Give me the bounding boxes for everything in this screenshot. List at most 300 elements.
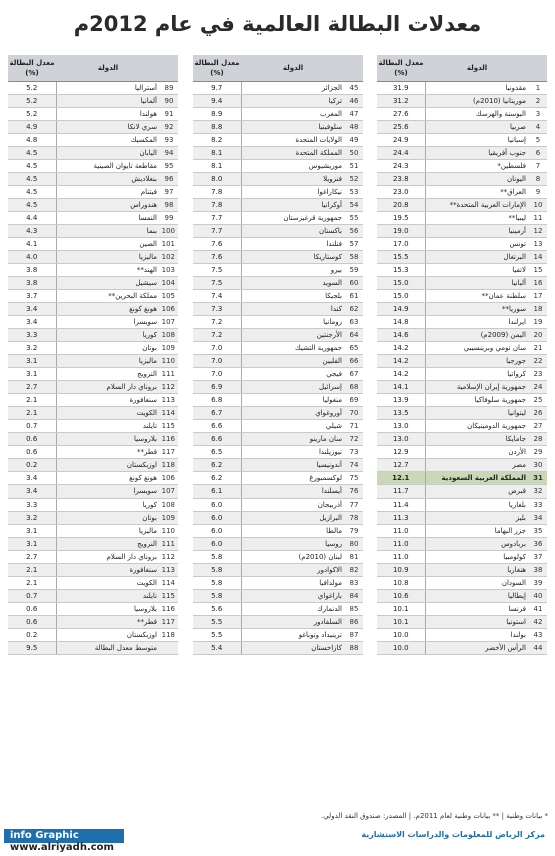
country-cell: السلفادور <box>241 615 345 628</box>
country-cell: كندا <box>241 303 345 316</box>
country-cell: سنغافورة <box>56 394 160 407</box>
rank-cell: 87 <box>345 628 363 641</box>
country-cell: موريتانيا (2010م) <box>425 94 529 107</box>
country-cell: أوكرانيا <box>241 198 345 211</box>
rank-cell: 98 <box>160 198 178 211</box>
rate-cell: 8.2 <box>193 133 241 146</box>
rank-cell: 6 <box>529 146 547 159</box>
rate-cell: 5.2 <box>8 81 56 94</box>
rate-cell: 11.3 <box>377 511 425 524</box>
country-cell: ماليزيا <box>56 524 160 537</box>
country-cell: الكويت <box>56 407 160 420</box>
table-row <box>377 316 547 329</box>
rate-cell: 19.5 <box>377 211 425 224</box>
country-cell: سلوفينيا <box>241 120 345 133</box>
rank-cell: 105 <box>160 290 178 303</box>
table-row <box>377 472 547 485</box>
country-cell: كوريا <box>56 329 160 342</box>
country-cell: هونغ كونغ <box>56 472 160 485</box>
rank-cell: 50 <box>345 146 363 159</box>
rank-cell: 15 <box>529 263 547 276</box>
rank-cell: 93 <box>160 133 178 146</box>
table-row <box>8 485 178 498</box>
country-cell: كوستاريكا <box>241 250 345 263</box>
rate-cell: 3.1 <box>8 524 56 537</box>
country-cell: سلطنة عمان** <box>425 290 529 303</box>
country-cell: أوروغواي <box>241 407 345 420</box>
rate-cell: 7.6 <box>193 250 241 263</box>
table-row <box>377 641 547 654</box>
table-row <box>8 368 178 381</box>
rank-cell: 111 <box>160 368 178 381</box>
table-row <box>8 107 178 120</box>
rate-cell: 3.4 <box>8 303 56 316</box>
rank-cell: 115 <box>160 420 178 433</box>
country-cell: النرويج <box>56 368 160 381</box>
country-cell: الفلبين <box>241 355 345 368</box>
table-row <box>8 459 178 472</box>
rank-cell: 81 <box>345 550 363 563</box>
country-cell: جامايكا <box>425 433 529 446</box>
rank-cell: 109 <box>160 511 178 524</box>
country-cell: ماليزيا <box>56 250 160 263</box>
rank-cell: 118 <box>160 628 178 641</box>
country-cell: الإمارات العربية المتحدة** <box>425 198 529 211</box>
rank-cell: 40 <box>529 589 547 602</box>
country-cell: اليونان <box>425 172 529 185</box>
table-row <box>193 81 363 94</box>
country-cell: إيطاليا <box>425 589 529 602</box>
country-cell: فنزويلا <box>241 172 345 185</box>
rank-cell: 34 <box>529 511 547 524</box>
rank-cell: 27 <box>529 420 547 433</box>
country-cell: ليتوانيا <box>425 407 529 420</box>
rate-cell: 8.0 <box>193 172 241 185</box>
country-cell: قطر** <box>56 446 160 459</box>
country-cell: تركيا <box>241 94 345 107</box>
rank-cell: 8 <box>529 172 547 185</box>
rank-cell: 48 <box>345 120 363 133</box>
rate-cell: 11.0 <box>377 550 425 563</box>
table-row <box>193 290 363 303</box>
table-row <box>193 615 363 628</box>
rank-cell: 94 <box>160 146 178 159</box>
rank-cell: 65 <box>345 342 363 355</box>
rate-cell: 12.1 <box>377 472 425 485</box>
rate-cell: 7.0 <box>193 342 241 355</box>
table-row <box>8 446 178 459</box>
rate-cell: 6.2 <box>193 459 241 472</box>
table-row <box>8 394 178 407</box>
rate-cell: 31.9 <box>377 81 425 94</box>
rank-cell: 10 <box>529 198 547 211</box>
page-title: معدلات البطالة العالمية في عام 2012م <box>73 12 482 36</box>
country-cell: فيجي <box>241 368 345 381</box>
table-row <box>193 146 363 159</box>
table-row <box>377 211 547 224</box>
rate-cell: 0.6 <box>8 433 56 446</box>
table-row <box>193 94 363 107</box>
footer-notes: * بيانات وطنية | ** بيانات وطنية لعام 2011م. | المصدر: صندوق النقد الدولي. <box>321 812 548 820</box>
rate-cell: 10.9 <box>377 563 425 576</box>
rate-cell: 3.7 <box>8 290 56 303</box>
rank-cell: 88 <box>345 641 363 654</box>
rank-cell: 106 <box>160 472 178 485</box>
rate-cell: 5.4 <box>193 641 241 654</box>
rate-cell: 10.6 <box>377 589 425 602</box>
country-cell: سيشيل <box>56 276 160 289</box>
rank-cell: 82 <box>345 563 363 576</box>
table-row <box>377 498 547 511</box>
rate-cell: 10.0 <box>377 641 425 654</box>
rank-cell: 80 <box>345 537 363 550</box>
rate-cell: 14.2 <box>377 355 425 368</box>
rate-cell: 14.6 <box>377 329 425 342</box>
table-row <box>8 185 178 198</box>
rate-cell: 7.0 <box>193 368 241 381</box>
country-cell: بوتان <box>56 342 160 355</box>
rank-cell: 59 <box>345 263 363 276</box>
table-row <box>193 576 363 589</box>
table-row <box>377 524 547 537</box>
rank-cell: 116 <box>160 433 178 446</box>
country-cell: النرويج <box>56 537 160 550</box>
rate-cell: 6.0 <box>193 511 241 524</box>
rate-cell: 6.5 <box>193 446 241 459</box>
rank-cell: 60 <box>345 276 363 289</box>
country-cell: كوريا <box>56 498 160 511</box>
table-row <box>193 446 363 459</box>
rate-cell: 3.8 <box>8 276 56 289</box>
table-row <box>193 485 363 498</box>
country-cell: البرازيل <box>241 511 345 524</box>
table-row <box>377 628 547 641</box>
rate-cell: 0.6 <box>8 615 56 628</box>
table-row <box>8 420 178 433</box>
rank-cell: 109 <box>160 342 178 355</box>
country-cell: جنوب أفريقيا <box>425 146 529 159</box>
country-cell: أستراليا <box>56 81 160 94</box>
rate-cell: 4.0 <box>8 250 56 263</box>
rate-cell: 10.1 <box>377 602 425 615</box>
table-row <box>193 602 363 615</box>
country-cell: المغرب <box>241 107 345 120</box>
table-row <box>8 563 178 576</box>
country-cell: سنغافورة <box>56 563 160 576</box>
rate-cell: 14.2 <box>377 342 425 355</box>
table-row <box>8 589 178 602</box>
rate-cell: 7.0 <box>193 355 241 368</box>
rank-cell: 18 <box>529 303 547 316</box>
rate-cell: 4.8 <box>8 133 56 146</box>
rate-cell: 9.4 <box>193 94 241 107</box>
rate-cell: 7.4 <box>193 290 241 303</box>
rate-cell: 11.0 <box>377 537 425 550</box>
header-rank <box>345 55 363 81</box>
rate-cell: 3.3 <box>8 498 56 511</box>
country-cell: اليمن (2009م) <box>425 329 529 342</box>
table-row <box>193 628 363 641</box>
table-row <box>193 342 363 355</box>
rank-cell: 115 <box>160 589 178 602</box>
country-cell: تايلند <box>56 589 160 602</box>
country-cell: بوتان <box>56 511 160 524</box>
rate-cell: 4.4 <box>8 211 56 224</box>
country-cell: هنغاريا <box>425 563 529 576</box>
rate-cell: 9.5 <box>8 641 56 654</box>
rate-cell: 13.9 <box>377 394 425 407</box>
rank-cell: 117 <box>160 615 178 628</box>
rank-cell: 76 <box>345 485 363 498</box>
rate-cell: 10.8 <box>377 576 425 589</box>
rank-cell: 49 <box>345 133 363 146</box>
table-row <box>377 589 547 602</box>
rate-cell: 15.3 <box>377 263 425 276</box>
rank-cell: 118 <box>160 459 178 472</box>
table-row <box>377 342 547 355</box>
rank-cell: 51 <box>345 159 363 172</box>
rank-cell: 29 <box>529 446 547 459</box>
table-row <box>377 381 547 394</box>
rank-cell: 99 <box>160 211 178 224</box>
rank-cell: 112 <box>160 381 178 394</box>
table-column-1 <box>377 55 547 807</box>
country-cell: بيرو <box>241 263 345 276</box>
table-row <box>193 276 363 289</box>
rank-cell: 44 <box>529 641 547 654</box>
country-cell: ايرلندا <box>425 316 529 329</box>
rate-cell: 4.3 <box>8 224 56 237</box>
rank-cell: 78 <box>345 511 363 524</box>
table-row <box>193 172 363 185</box>
rank-cell: 55 <box>345 211 363 224</box>
rate-cell: 7.6 <box>193 237 241 250</box>
rate-cell: 0.2 <box>8 628 56 641</box>
table-row <box>8 290 178 303</box>
rank-cell: 68 <box>345 381 363 394</box>
country-cell: إسرائيل <box>241 381 345 394</box>
table-row <box>193 224 363 237</box>
rate-cell: 5.6 <box>193 602 241 615</box>
rate-cell: 11.7 <box>377 485 425 498</box>
country-cell: الجزائر <box>241 81 345 94</box>
rank-cell: 107 <box>160 485 178 498</box>
rank-cell: 117 <box>160 446 178 459</box>
table-row <box>8 342 178 355</box>
rate-cell: 3.8 <box>8 263 56 276</box>
table-row <box>377 276 547 289</box>
rank-cell: 91 <box>160 107 178 120</box>
footer-bar <box>0 829 555 843</box>
rank-cell: 25 <box>529 394 547 407</box>
country-cell: فيتنام <box>56 185 160 198</box>
table-row <box>377 615 547 628</box>
rate-cell: 27.6 <box>377 107 425 120</box>
unemployment-table-2 <box>193 55 363 655</box>
table-row <box>193 498 363 511</box>
unemployment-table-1 <box>377 55 547 655</box>
rate-cell: 13.0 <box>377 433 425 446</box>
rank-cell: 14 <box>529 250 547 263</box>
rate-cell: 4.1 <box>8 237 56 250</box>
table-row <box>8 172 178 185</box>
rate-cell: 7.2 <box>193 329 241 342</box>
table-row <box>193 329 363 342</box>
table-row <box>193 407 363 420</box>
rate-cell: 0.6 <box>8 446 56 459</box>
table-row <box>8 146 178 159</box>
rate-cell: 0.7 <box>8 589 56 602</box>
table-column-3 <box>8 55 178 807</box>
country-cell: تايلند <box>56 420 160 433</box>
rate-cell: 7.7 <box>193 224 241 237</box>
rate-cell: 3.2 <box>8 511 56 524</box>
table-row <box>377 563 547 576</box>
country-cell: ألبانيا <box>425 276 529 289</box>
rate-cell: 6.0 <box>193 537 241 550</box>
table-row <box>193 316 363 329</box>
rank-cell: 72 <box>345 433 363 446</box>
rank-cell: 19 <box>529 316 547 329</box>
header-rate: معدل البطالة (%) <box>8 55 56 81</box>
rate-cell: 2.1 <box>8 576 56 589</box>
country-cell: بولندا <box>425 628 529 641</box>
country-cell: أرمينيا <box>425 224 529 237</box>
country-cell: روسيا <box>241 537 345 550</box>
table-row <box>8 276 178 289</box>
header-rate: معدل البطالة (%) <box>377 55 425 81</box>
rank-cell: 22 <box>529 355 547 368</box>
country-cell: جزر البهاما <box>425 524 529 537</box>
rate-cell: 6.9 <box>193 381 241 394</box>
rate-cell: 15.0 <box>377 290 425 303</box>
country-cell: بلاروسيا <box>56 602 160 615</box>
country-cell: النمسا <box>56 211 160 224</box>
rank-cell: 79 <box>345 524 363 537</box>
rank-cell: 106 <box>160 303 178 316</box>
table-row <box>377 420 547 433</box>
rank-cell: 70 <box>345 407 363 420</box>
country-cell: ألمانيا <box>56 94 160 107</box>
rank-cell: 116 <box>160 602 178 615</box>
rank-cell: 107 <box>160 316 178 329</box>
table-row <box>377 433 547 446</box>
rank-cell: 11 <box>529 211 547 224</box>
table-row <box>377 537 547 550</box>
country-cell: أندونيسيا <box>241 459 345 472</box>
country-cell: بنما <box>56 224 160 237</box>
table-row <box>377 576 547 589</box>
table-row <box>377 459 547 472</box>
country-cell: منغوليا <box>241 394 345 407</box>
table-row <box>193 198 363 211</box>
rate-cell: 6.2 <box>193 472 241 485</box>
rate-cell: 8.8 <box>193 120 241 133</box>
rate-cell: 14.8 <box>377 316 425 329</box>
rate-cell: 4.9 <box>8 120 56 133</box>
country-cell: بلجيكا <box>241 290 345 303</box>
table-row <box>193 237 363 250</box>
table-row <box>8 472 178 485</box>
site-url: www.alriyadh.com <box>10 842 114 853</box>
rank-cell: 114 <box>160 576 178 589</box>
header-rank <box>160 55 178 81</box>
rate-cell: 14.1 <box>377 381 425 394</box>
rate-cell: 6.6 <box>193 420 241 433</box>
infographic-logo: info Graphic <box>4 829 124 843</box>
rate-cell: 3.1 <box>8 355 56 368</box>
country-cell: جمهورية الدومينيكان <box>425 420 529 433</box>
table-row <box>377 198 547 211</box>
rank-cell: 101 <box>160 237 178 250</box>
rank-cell: 71 <box>345 420 363 433</box>
country-cell: كازاخستان <box>241 641 345 654</box>
country-cell: الولايات المتحدة <box>241 133 345 146</box>
table-row <box>8 498 178 511</box>
rate-cell: 0.2 <box>8 459 56 472</box>
country-cell: السودان <box>425 576 529 589</box>
country-cell: سوريا** <box>425 303 529 316</box>
country-cell: مقدونيا <box>425 81 529 94</box>
table-row <box>8 550 178 563</box>
country-cell: جمهورية سلوفاكيا <box>425 394 529 407</box>
rate-cell: 8.1 <box>193 146 241 159</box>
rate-cell: 23.0 <box>377 185 425 198</box>
country-cell: جمهورية قرغيزستان <box>241 211 345 224</box>
country-cell: هندوراس <box>56 198 160 211</box>
country-cell: ماليزيا <box>56 355 160 368</box>
country-cell: الصين <box>56 237 160 250</box>
rank-cell: 112 <box>160 550 178 563</box>
country-cell: المملكة العربية السعودية <box>425 472 529 485</box>
country-cell: شيلي <box>241 420 345 433</box>
rate-cell: 5.2 <box>8 107 56 120</box>
rate-cell: 14.2 <box>377 368 425 381</box>
table-row <box>377 250 547 263</box>
country-cell: المكسيك <box>56 133 160 146</box>
country-cell: مقاطعة تايوان الصينية <box>56 159 160 172</box>
table-row <box>193 472 363 485</box>
rank-cell: 37 <box>529 550 547 563</box>
country-cell: سان تومي وبرينسيبي <box>425 342 529 355</box>
country-cell: موريشيوس <box>241 159 345 172</box>
rank-cell: 26 <box>529 407 547 420</box>
rate-cell: 5.8 <box>193 589 241 602</box>
table-row <box>377 550 547 563</box>
rate-cell: 20.8 <box>377 198 425 211</box>
rank-cell: 17 <box>529 290 547 303</box>
rank-cell: 97 <box>160 185 178 198</box>
rank-cell: 20 <box>529 329 547 342</box>
country-cell: هونغ كونغ <box>56 303 160 316</box>
table-row <box>193 159 363 172</box>
rank-cell: 113 <box>160 394 178 407</box>
country-cell: تونس <box>425 237 529 250</box>
rate-cell: 23.8 <box>377 172 425 185</box>
table-row <box>8 81 178 94</box>
table-row <box>377 602 547 615</box>
rank-cell: 86 <box>345 615 363 628</box>
country-cell: سان مارينو <box>241 433 345 446</box>
country-cell: بربادوس <box>425 537 529 550</box>
table-row <box>8 198 178 211</box>
rate-cell: 0.6 <box>8 602 56 615</box>
rate-cell: 3.2 <box>8 342 56 355</box>
country-cell: هولندا <box>56 107 160 120</box>
table-row <box>8 355 178 368</box>
table-row <box>8 511 178 524</box>
table-row <box>377 511 547 524</box>
